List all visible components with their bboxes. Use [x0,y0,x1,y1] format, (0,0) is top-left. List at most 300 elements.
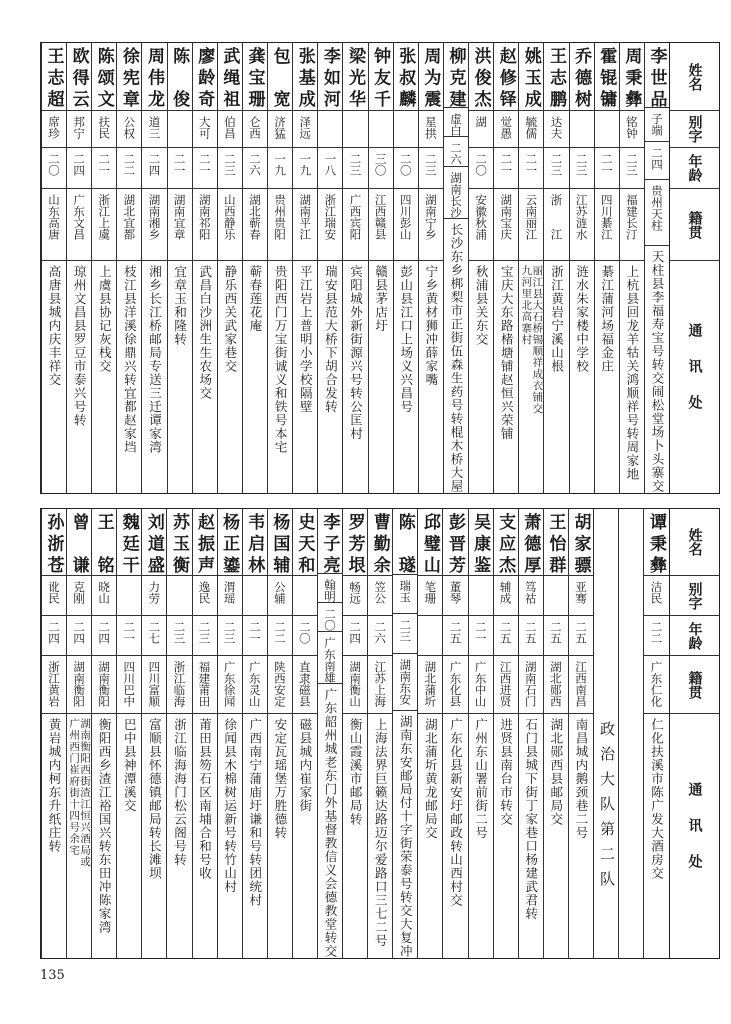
cell-origin [67,189,91,261]
cell-text-alias: 邦宁 [72,116,87,139]
cell-origin [394,189,418,261]
address-text [651,714,663,880]
address-text [576,261,588,373]
cell-age [645,142,669,180]
cell-origin [193,189,217,261]
cell-age [318,148,342,189]
address-text [348,714,364,826]
cell-alias [193,111,217,148]
cell-text-alias: 达夫 [549,116,564,139]
cell-alias [142,576,166,616]
address-line: 湖北郧西县邮局交 [548,718,564,826]
address-line: 广东化县新安圩邮政转山西村交 [448,718,464,907]
person-column [418,43,443,493]
person-column [41,43,66,493]
person-column [644,43,669,493]
cell-text-name: 邱璧山 [419,513,440,573]
cell-alias [444,108,468,137]
header-cell-alias [670,576,719,616]
person-column [192,43,217,493]
cell-text-name: 包宽 [269,47,290,107]
address-text [172,714,188,867]
cell-address [268,261,292,493]
cell-text-name: 赵振声 [194,513,215,573]
person-column [242,509,267,958]
cell-name [645,43,669,108]
cell-name [67,509,91,576]
cell-address [243,261,267,493]
cell-text-name: 曹勤余 [369,513,390,573]
cell-name [343,43,367,111]
address-text [575,714,587,840]
cell-age [142,148,166,189]
cell-age [369,148,393,189]
cell-text-name: 廖龄奇 [194,47,215,107]
cell-origin [469,189,493,261]
cell-text-origin: 直隶磁县 [297,661,312,707]
cell-name [469,509,493,576]
cell-origin [494,189,518,261]
cell-name [318,509,342,574]
cell-name [494,509,518,576]
cell-alias [369,111,393,148]
address-line: 衡山霞溪市邮局转 [348,718,364,826]
cell-text-name: 欧得云 [68,47,89,107]
address-line: 广州西门崔府街十四号余宅 [68,718,81,856]
cell-age [519,616,543,656]
cell-text-age: 二一 [197,153,212,176]
address-line: 浙江黄岩宁溪山根 [549,265,565,373]
cell-origin [645,180,669,246]
cell-name [142,43,166,111]
cell-text-origin: 山东高唐 [46,194,61,240]
address-text [147,714,163,880]
cell-name [544,43,568,111]
cell-text-name: 胡家骠 [570,513,591,573]
cell-alias [268,576,292,616]
address-text [373,714,389,948]
cell-alias [519,576,543,616]
cell-origin [544,656,568,714]
cell-age [469,616,493,656]
cell-text-age: 二三 [197,621,212,644]
cell-text-origin: 贵州天柱 [649,184,664,231]
address-line: 莆田县笏石区南埔合和号收 [197,718,213,880]
cell-text-origin: 广东仁化 [649,661,664,707]
cell-alias [394,111,418,148]
cell-origin [318,189,342,261]
person-column [141,43,166,493]
cell-origin [544,189,568,261]
cell-text-origin: 湖南湘乡 [147,194,162,240]
cell-origin [92,189,116,261]
cell-text-age: 二〇 [323,608,338,631]
address-text [525,714,537,921]
address-line: 广州东山署前街二号 [473,718,489,840]
cell-address [117,261,141,493]
cell-name [243,43,267,111]
cell-origin [570,189,594,261]
address-text [500,714,512,826]
cell-text-origin: 江苏涟水 [574,194,589,240]
cell-alias [117,111,141,148]
cell-alias [443,576,467,616]
cell-name [218,43,242,111]
cell-name [243,509,267,576]
cell-text-age: 二四 [97,621,112,644]
address-line: 湖南东安邮局付十字街荣泰号转交大复冲 [398,715,414,959]
cell-origin [418,656,442,714]
cell-text-alias: 铭钟 [624,116,639,139]
cell-text-name: 张基成 [294,47,315,107]
cell-age [268,616,292,656]
cell-text-alias: 伯昌 [222,116,237,139]
address-line: 涟水朱家楼中学校 [574,265,590,373]
header-column [669,43,719,493]
cell-text-alias: 渭瑶 [222,581,237,604]
person-column [568,509,593,958]
cell-age [393,614,417,653]
cell-age [368,616,392,656]
cell-text-alias: 辅成 [498,581,513,604]
address-text [122,261,138,454]
address-line: 蕲春莲花庵 [247,265,263,333]
cell-alias [218,576,242,616]
cell-text-name: 萧德厚 [520,513,541,573]
cell-age [544,148,568,189]
address-line: 湖北蒲圻黄龙邮局交 [423,718,439,840]
address-text [122,714,138,813]
cell-text-alias: 席珍 [46,116,61,139]
address-line: 琼州文昌县罗豆市泰兴号转 [72,265,88,427]
cell-text-age: 二二 [272,621,287,644]
person-column [468,509,493,958]
cell-origin [42,189,66,261]
cell-alias [243,576,267,616]
address-text [425,261,437,387]
cell-address [544,261,568,493]
cell-text-age: 二一 [172,153,187,176]
cell-text-origin: 湖南衡阳 [97,661,112,707]
cell-address [418,714,442,958]
cell-text-origin: 浙江临海 [172,661,187,707]
cell-text-age: 一九 [298,153,313,176]
address-text [48,714,60,853]
cell-origin [343,656,367,714]
cell-alias [418,576,442,616]
cell-text-name: 姚玉成 [520,47,541,107]
header-label-address: 通讯处 [686,323,703,431]
cell-text-name: 杨正鎏 [219,513,240,573]
cell-name [469,43,493,111]
cell-text-alias: 畅远 [348,581,363,604]
cell-alias [393,575,417,614]
cell-text-age: 二六 [448,142,463,165]
header-label-origin: 籍贯 [686,670,703,699]
cell-text-name: 陈璲 [394,513,415,573]
cell-text-origin: 广西宾阳 [348,194,363,240]
cell-name [67,43,91,111]
person-column [217,509,242,958]
cell-name [293,509,317,576]
cell-alias [92,111,116,148]
cell-address [318,684,342,958]
address-text [273,261,289,454]
cell-age [293,148,317,189]
cell-address [519,714,543,958]
cell-text-age: 二五 [448,621,463,644]
roster-table-bottom [40,508,720,959]
cell-text-name: 洪俊杰 [470,47,491,107]
cell-text-name: 彭晋芳 [444,513,465,573]
address-text [450,219,462,493]
cell-text-age: 二五 [573,621,588,644]
cell-text-origin: 广东灵山 [247,661,262,707]
cell-alias [519,111,543,148]
person-column [317,43,342,493]
cell-address [393,711,417,958]
cell-alias [569,576,593,616]
cell-text-age: 一九 [273,153,288,176]
address-line: 武昌白沙洲生生农场交 [197,265,213,400]
cell-text-name: 王怡群 [545,513,566,573]
cell-origin [218,189,242,261]
cell-text-origin: 四川富顺 [147,661,162,707]
cell-text-name: 李世品 [646,47,667,107]
person-column [267,43,292,493]
cell-name [42,509,66,576]
address-line: 徐闻县木棉树运新号转竹山村 [222,718,238,894]
cell-origin [443,656,467,714]
cell-age [67,616,91,656]
cell-text-alias: 晓山 [97,581,112,604]
cell-text-age: 二四 [147,153,162,176]
cell-text-origin: 湖北蒲圻 [423,661,438,707]
cell-alias [92,576,116,616]
cell-origin [595,189,619,261]
cell-text-name: 魏廷干 [118,513,139,573]
cell-age [268,148,292,189]
cell-text-name: 罗芳垠 [344,513,365,573]
person-column [518,43,543,493]
address-line: 安定瓦瑶堡万胜德转 [272,718,288,840]
cell-text-origin: 浙江上虞 [97,194,112,240]
cell-address [318,261,342,493]
cell-text-name: 周为震 [420,47,441,107]
cell-age [42,616,66,656]
cell-age [167,616,191,656]
cell-name [544,509,568,576]
cell-text-name: 李如河 [319,47,340,107]
cell-text-alias: 济猛 [273,116,288,139]
cell-name [268,43,292,111]
cell-address [570,261,594,493]
cell-text-alias: 虚白 [448,113,463,136]
person-column [116,509,141,958]
cell-address [569,714,593,958]
cell-alias [168,111,192,148]
cell-alias [469,111,493,148]
cell-alias [343,576,367,616]
cell-name [494,43,518,111]
cell-text-age: 二一 [247,621,262,644]
cell-age [418,616,442,656]
address-text [348,261,364,441]
cell-age [243,148,267,189]
cell-text-alias: 克刚 [72,581,87,604]
cell-name [193,43,217,111]
person-column [267,509,292,958]
person-column [392,509,417,958]
cell-text-alias: 湖 [474,116,489,128]
cell-origin [243,189,267,261]
cell-alias [544,111,568,148]
cell-text-origin: 湖南东安 [398,658,413,705]
cell-address [167,714,191,958]
address-line: 贵阳西门万宝街诚义和铁号本宅 [273,265,289,454]
cell-address [494,261,518,493]
cell-origin [469,656,493,714]
cell-text-name: 霍锟镛 [596,47,617,107]
address-line: 枝江县洋溪徐鼎兴转宜都赵家垱 [122,265,138,454]
cell-age [519,148,543,189]
cell-origin [193,656,217,714]
cell-age [117,148,141,189]
header-cell-age [670,616,719,656]
person-column [166,509,191,958]
header-label-address: 通讯处 [686,782,703,890]
cell-text-age: 二一 [122,621,137,644]
cell-text-name: 谭秉彝 [646,513,666,573]
header-label-age: 年龄 [686,154,703,182]
cell-age [595,148,619,189]
cell-age [293,616,317,656]
cell-age [67,148,91,189]
header-label-name: 姓名 [686,528,703,556]
address-text [274,714,286,840]
cell-text-alias: 仑西 [247,116,262,139]
cell-name [418,509,442,576]
cell-alias [268,111,292,148]
cell-text-age: 二〇 [297,621,312,644]
cell-address [419,261,443,493]
cell-origin [142,656,166,714]
cell-origin [519,189,543,261]
cell-alias [595,111,619,148]
cell-origin [369,189,393,261]
cell-text-origin: 浙江黄岩 [46,661,61,707]
address-text [601,261,613,373]
header-label-alias: 别字 [686,581,703,610]
cell-address [92,261,116,493]
cell-address [343,261,367,493]
address-text [520,261,542,415]
address-text [174,261,186,346]
cell-text-origin: 云南丽江 [524,194,539,240]
cell-address [218,261,242,493]
person-column [393,43,418,493]
address-text [323,684,339,958]
cell-text-age: 二一 [97,153,112,176]
cell-origin [117,656,141,714]
cell-origin [569,656,593,714]
cell-text-alias: 毓儒 [524,116,539,139]
address-line: 彭山县江口上场义兴昌号 [398,265,414,414]
cell-text-name: 吴康鉴 [470,513,491,573]
cell-address [243,714,267,958]
cell-age [193,148,217,189]
cell-text-alias: 亚骞 [573,581,588,604]
cell-text-origin: 广东徐闻 [222,661,237,707]
cell-alias [218,111,242,148]
cell-text-age: 二三 [398,619,413,643]
cell-alias [343,111,367,148]
cell-alias [293,111,317,148]
cell-origin [318,632,342,684]
cell-address [268,714,292,958]
cell-text-origin: 四川綦江 [599,194,614,240]
cell-age [243,616,267,656]
cell-alias [42,576,66,616]
person-column [468,43,493,493]
cell-alias [368,576,392,616]
cell-age [394,148,418,189]
cell-origin [168,189,192,261]
address-text [375,261,387,333]
address-text [224,261,236,373]
cell-text-name: 梁光华 [344,47,365,107]
person-column [192,509,217,958]
person-column [91,509,116,958]
cell-age [644,616,669,656]
address-text [549,261,565,373]
cell-alias [544,576,568,616]
person-column [91,43,116,493]
cell-text-name: 赵修铎 [495,47,516,107]
address-text [199,261,211,400]
address-line: 秋浦县关东交 [474,265,490,346]
cell-origin [67,656,91,714]
cell-name [519,509,543,576]
person-column [543,43,568,493]
cell-name [168,43,192,111]
cell-origin [368,656,392,714]
cell-alias [243,111,267,148]
person-column [317,509,342,958]
cell-name [218,509,242,576]
person-column [569,43,594,493]
cell-age [419,148,443,189]
person-column [543,509,568,958]
address-line: 高唐县城内庆丰祥交 [46,265,62,387]
address-line: 瑞安县范大桥下胡合发转 [323,265,339,414]
cell-origin [444,167,468,219]
cell-text-alias: 泽远 [298,116,313,139]
cell-address [469,261,493,493]
cell-text-alias: 笠公 [373,581,388,604]
address-line: 赣县茅店圩 [373,265,389,333]
cell-text-alias: 翰明 [323,579,338,602]
cell-origin [167,656,191,714]
header-cell-address [670,714,719,958]
header-label-name: 姓名 [686,62,703,91]
cell-origin [243,656,267,714]
cell-text-alias: 公权 [122,116,137,139]
cell-origin [419,189,443,261]
cell-origin [92,656,116,714]
cell-origin [218,656,242,714]
address-line: 长沙东乡梆梨市正街伍森生药号转棍木桥大屋 [448,223,464,493]
